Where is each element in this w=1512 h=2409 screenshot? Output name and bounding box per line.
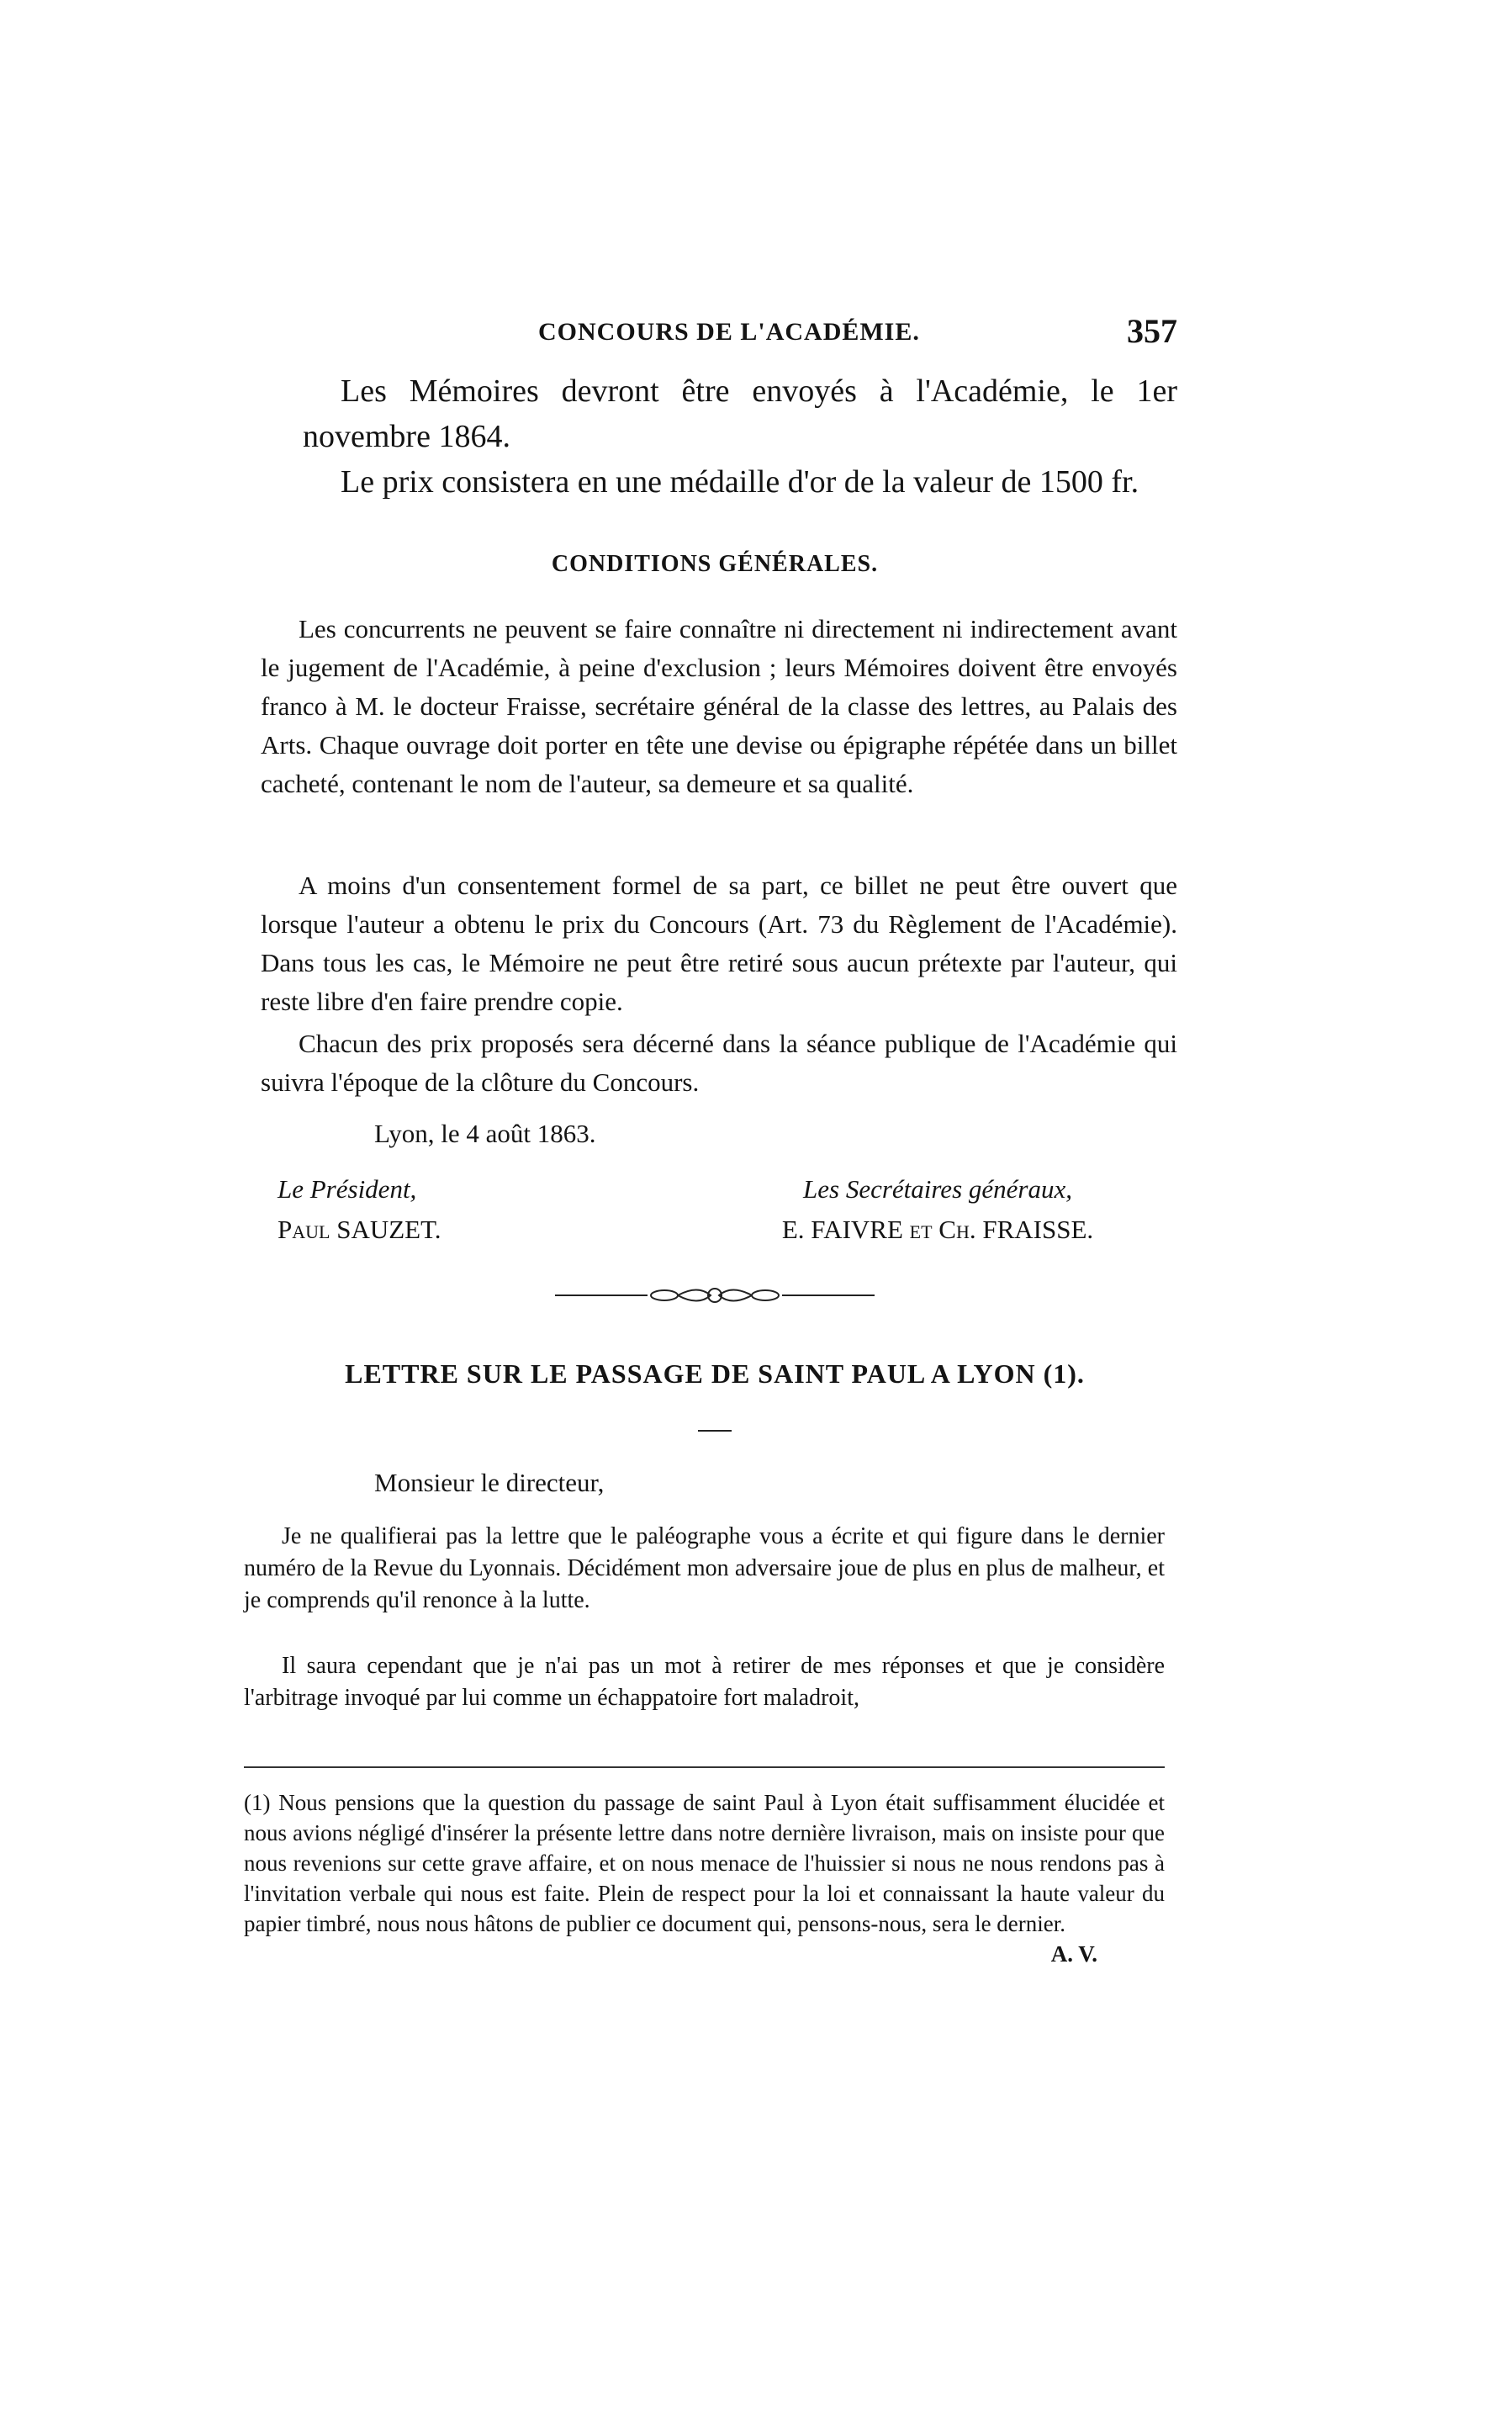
letter-paragraph-2: Il saura cependant que je n'ai pas un mot à retirer de mes réponses et que je considère l'arbitrage invoqué par lui comme un échappatoire fort maladroit, <box>244 1653 1165 1711</box>
conditions-paragraph-3: Chacun des prix proposés sera décerné dans la séance publique de l'Académie qui suivra l'époque de la clôture du Concours. <box>261 1029 1177 1097</box>
letter-title: LETTRE SUR LE PASSAGE DE SAINT PAUL A LYON (1). <box>345 1358 1085 1389</box>
president-role: Le Président, <box>278 1174 417 1204</box>
signature-left <box>278 1169 441 1250</box>
conditions-title: CONDITIONS GÉNÉRALES. <box>551 551 879 577</box>
footnote-signature: A. V. <box>1050 1941 1097 1967</box>
salutation: Monsieur le directeur, <box>374 1468 605 1497</box>
conditions-paragraph-1: Les concurrents ne peuvent se faire connaître ni directement ni indirectement avant le jugement de l'Académie, à peine d'exclusion ; leurs Mémoires doivent être envoyés franco à M. le docteur Fraisse, secrétaire général de la classe des lettres, au Palais des Arts. Chaque ouvrage doit porter en tête une devise ou épigraphe répétée dans un billet cacheté, contenant le nom de l'auteur, sa demeure et sa qualité. <box>261 614 1177 798</box>
title-rule <box>698 1430 732 1432</box>
memoires-deadline-paragraph: Les Mémoires devront être envoyés à l'Académie, le 1er novembre 1864. <box>303 373 1177 454</box>
running-title: CONCOURS DE L'ACADÉMIE. <box>538 318 920 346</box>
ornament-divider <box>555 1283 875 1308</box>
date-line: Lyon, le 4 août 1863. <box>374 1119 596 1148</box>
prize-paragraph: Le prix consistera en une médaille d'or de la valeur de 1500 fr. <box>341 464 1139 500</box>
running-head <box>252 311 1177 353</box>
signature-right <box>740 1169 1135 1250</box>
footnote-text: (1) Nous pensions que la question du passage de saint Paul à Lyon était suffisamment élucidée et nous avions négligé d'insérer la présente lettre dans notre dernière livraison, mais on insiste pour que nous revenions sur cette grave affaire, et on nous menace de l'huissier si nous ne nous rendons pas à l'invitation verbale qui nous est faite. Plein de respect pour la loi et connaissant la haute valeur du papier timbré, nous nous hâtons de publier ce document qui, pensons-nous, sera le dernier. <box>244 1790 1165 1936</box>
secretaries-names: E. FAIVRE et Ch. FRAISSE. <box>781 1215 1094 1244</box>
conditions-paragraph-2: A moins d'un consentement formel de sa part, ce billet ne peut être ouvert que lorsque l'auteur a obtenu le prix du Concours (Art. 73 du Règlement de l'Académie). Dans tous les cas, le Mémoire ne peut être retiré sous aucun prétexte par l'auteur, qui reste libre d'en faire prendre copie. <box>261 871 1177 1016</box>
letter-paragraph-1: Je ne qualifierai pas la lettre que le paléographe vous a écrite et qui figure dans le dernier numéro de la Revue du Lyonnais. Décidément mon adversaire joue de plus en plus de malheur, et je comprends qu'il renonce à la lutte. <box>244 1523 1165 1613</box>
footnote <box>244 1787 1165 1969</box>
secretaries-role: Les Secrétaires généraux, <box>803 1174 1072 1204</box>
footnote-rule <box>244 1766 1165 1768</box>
president-name: Paul SAUZET. <box>278 1215 441 1244</box>
page-number: 357 <box>1127 312 1177 350</box>
